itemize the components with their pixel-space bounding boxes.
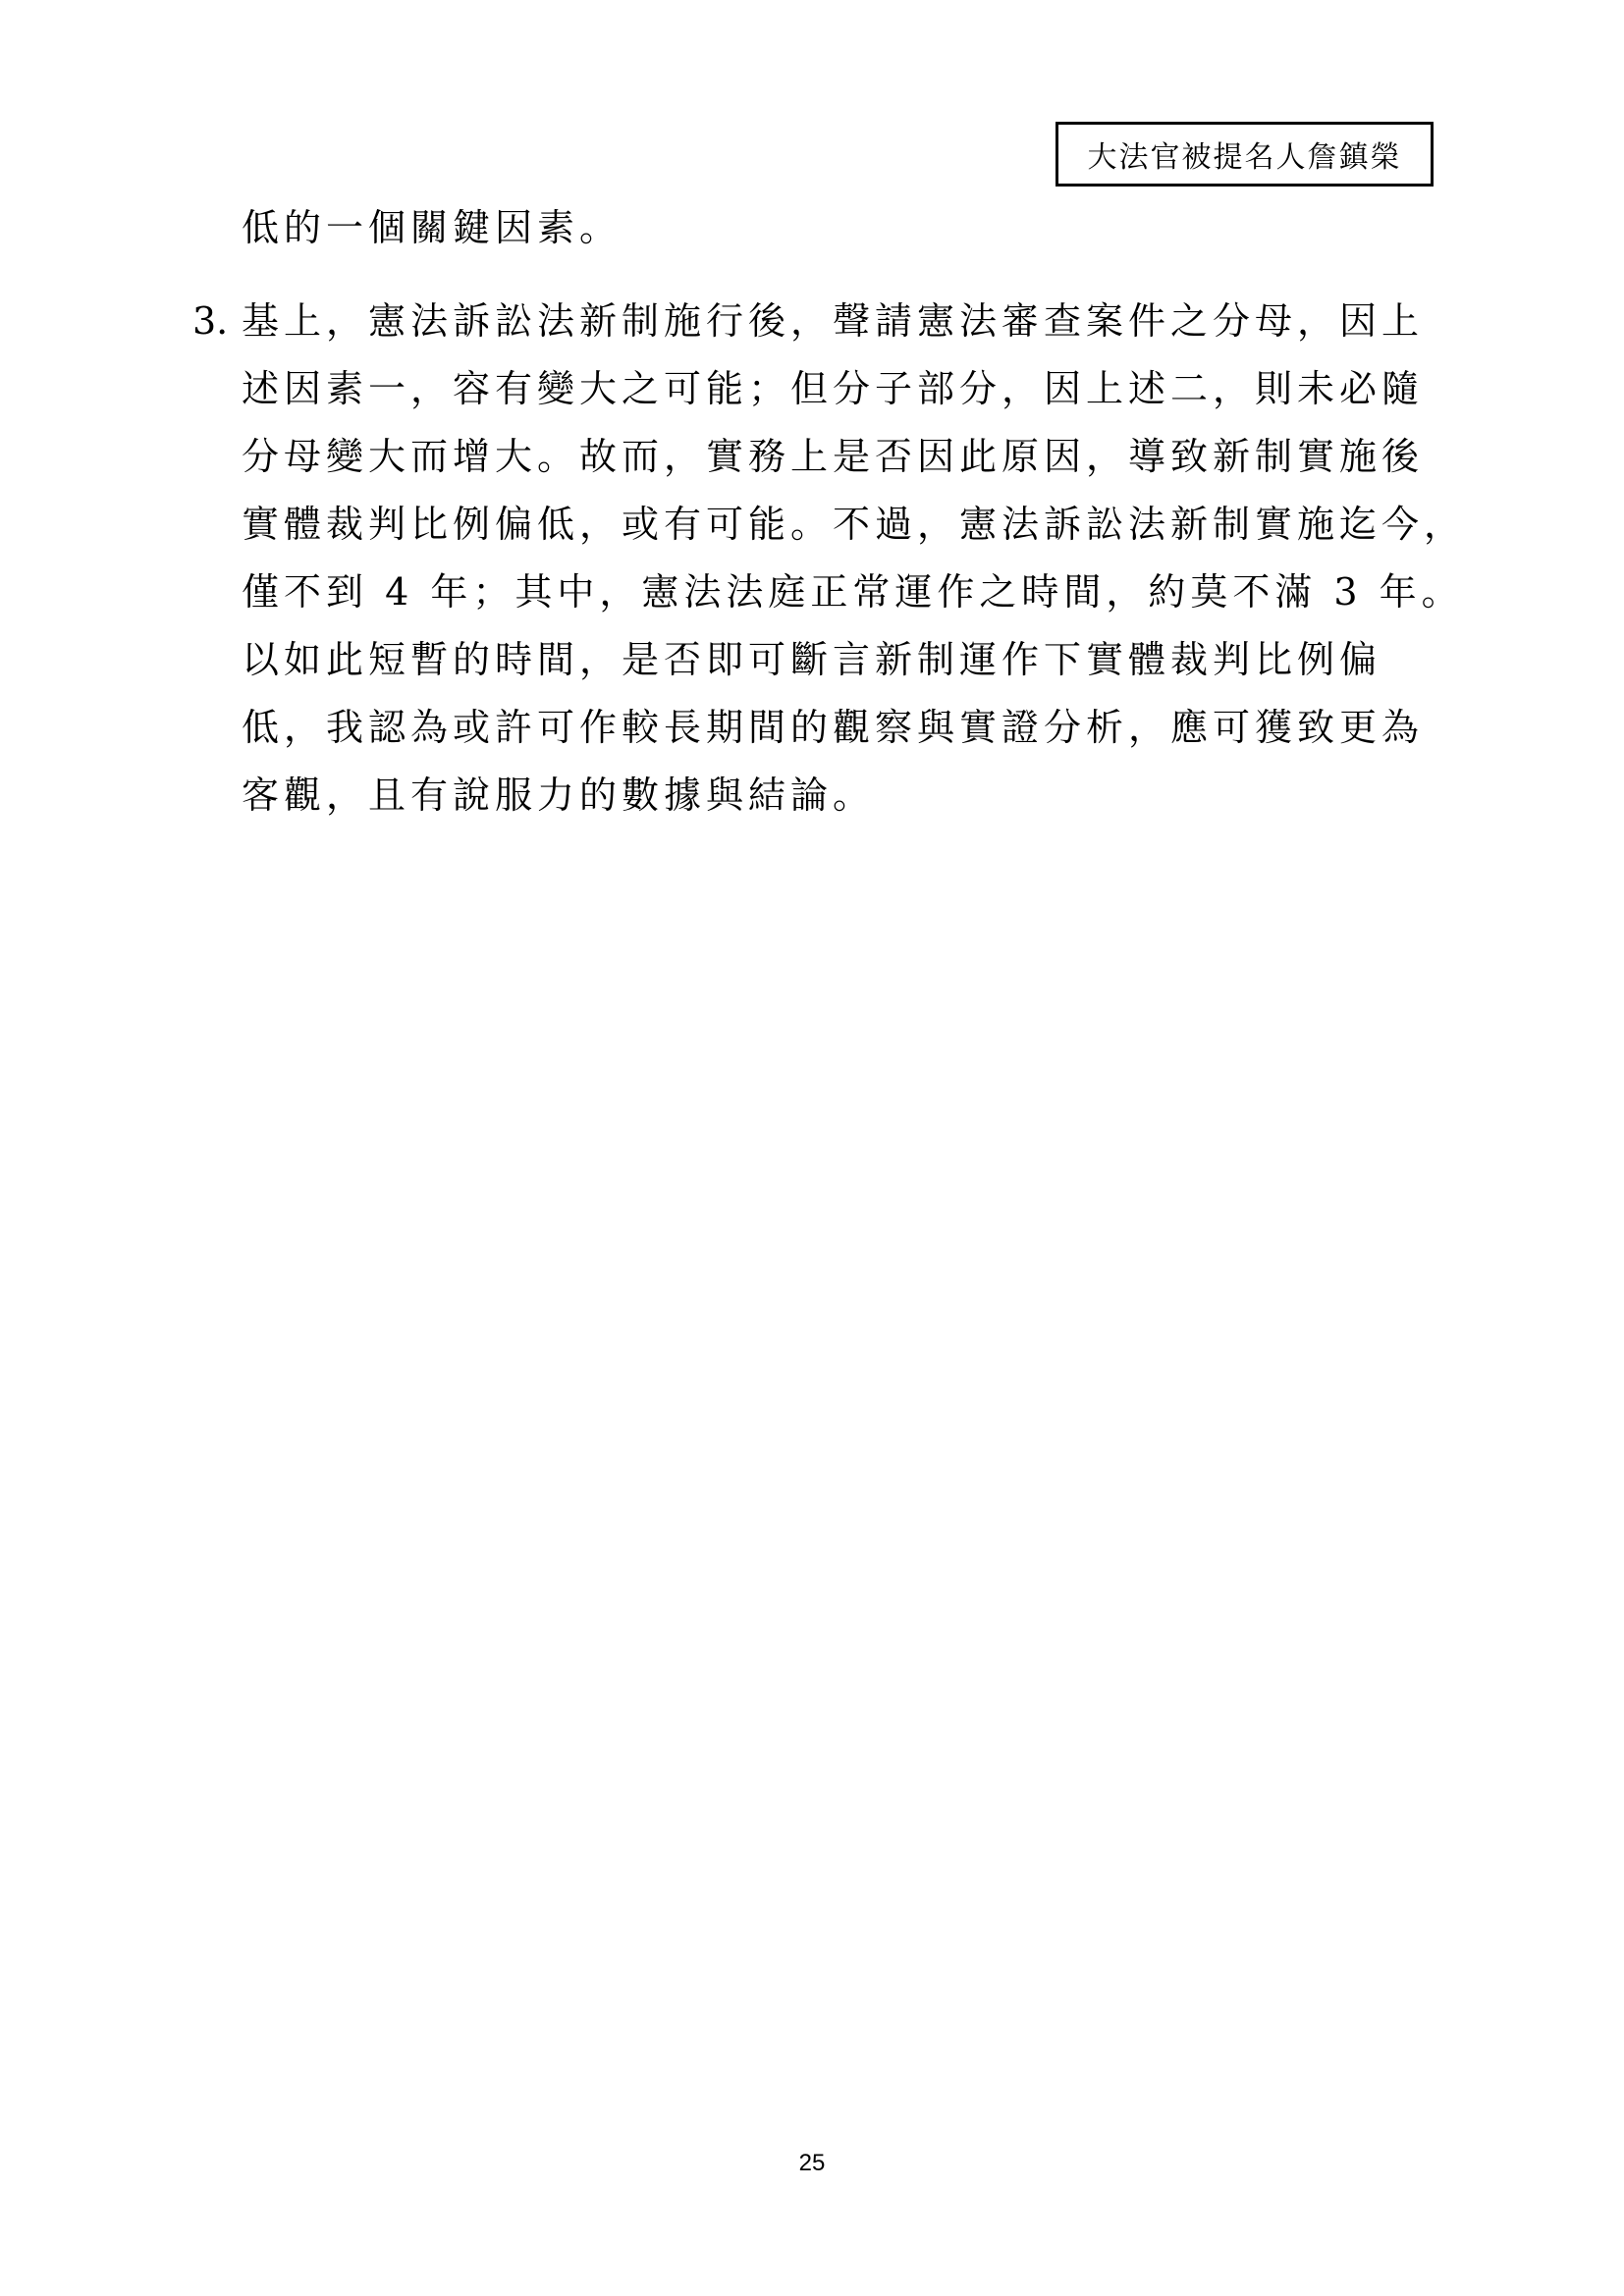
item3-line-6: 以如此短暫的時間，是否即可斷言新制運作下實體裁判比例偏 <box>242 638 1382 681</box>
continuation-line: 低的一個關鍵因素。 <box>242 206 623 249</box>
nominee-header-box <box>1056 122 1434 187</box>
item3-line-3: 分母變大而增大。故而，實務上是否因此原因，導致新制實施後 <box>242 435 1425 478</box>
page-number: 25 <box>798 2150 826 2176</box>
item3-line-5: 僅不到 4 年；其中，憲法法庭正常運作之時間，約莫不滿 3 年。 <box>242 570 1464 614</box>
item-number: 3. <box>192 299 229 343</box>
header-title: 大法官被提名人詹鎮榮 <box>1087 140 1402 175</box>
item3-line-8: 客觀，且有說服力的數據與結論。 <box>242 774 876 817</box>
item3-line-4: 實體裁判比例偏低，或有可能。不過，憲法訴訟法新制實施迄今， <box>242 503 1467 546</box>
item3-line-7: 低，我認為或許可作較長期間的觀察與實證分析，應可獲致更為 <box>242 706 1425 749</box>
item3-line-2: 述因素一，容有變大之可能；但分子部分，因上述二，則未必隨 <box>242 367 1425 410</box>
item3-line-1: 基上，憲法訴訟法新制施行後，聲請憲法審查案件之分母，因上 <box>242 299 1425 343</box>
